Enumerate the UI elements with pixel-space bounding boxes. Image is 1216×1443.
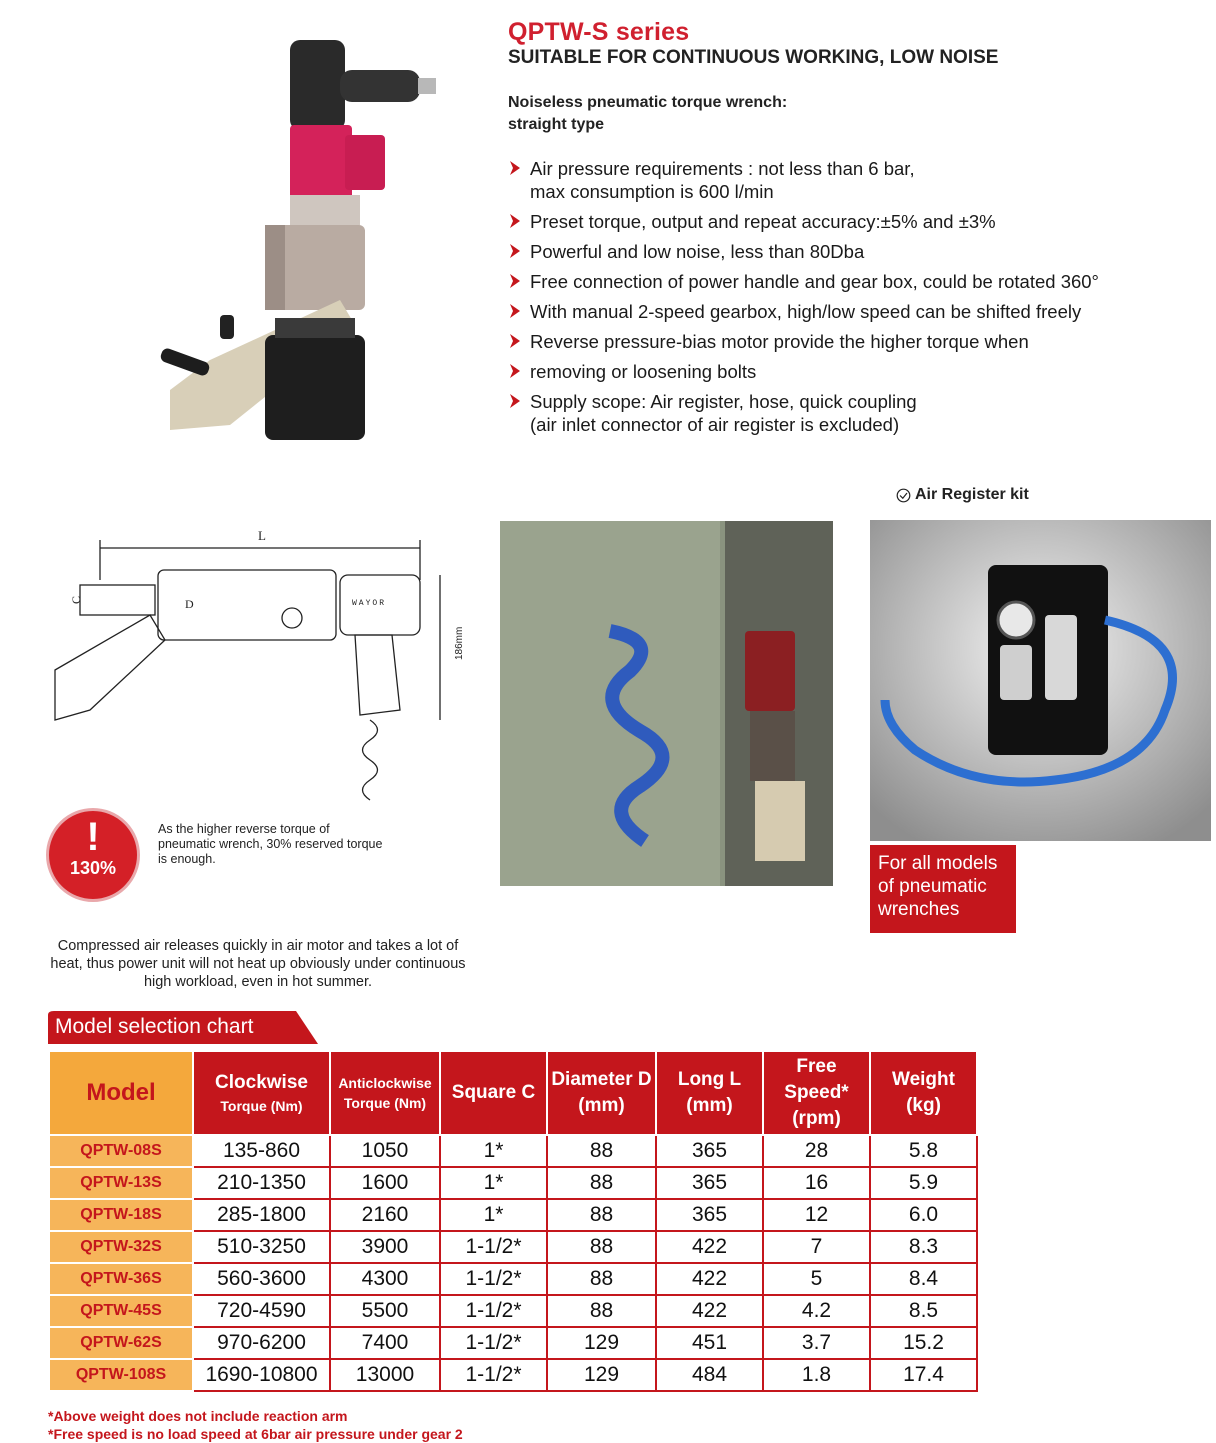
cell-w: 8.4 <box>870 1263 977 1295</box>
header-diameter: Diameter D (mm) <box>547 1051 656 1135</box>
check-circle-icon <box>896 488 911 503</box>
cell-l: 451 <box>656 1327 763 1359</box>
feature-item <box>508 240 1208 263</box>
series-title: QPTW-S series <box>508 18 690 46</box>
cell-w: 8.3 <box>870 1231 977 1263</box>
cell-sq: 1-1/2* <box>440 1295 547 1327</box>
cell-acw: 1050 <box>330 1135 440 1167</box>
cell-acw: 4300 <box>330 1263 440 1295</box>
feature-item <box>508 300 1208 323</box>
table-row <box>49 1135 977 1167</box>
header-long: Long L (mm) <box>656 1051 763 1135</box>
cell-cw: 720-4590 <box>193 1295 330 1327</box>
brand-mark: WAYOR <box>352 599 387 608</box>
label-d: D <box>185 597 194 611</box>
motor-housing <box>290 125 352 200</box>
cell-d: 129 <box>547 1327 656 1359</box>
cell-model: QPTW-45S <box>49 1295 193 1327</box>
reaction-knob <box>159 347 211 377</box>
cell-l: 422 <box>656 1231 763 1263</box>
cell-sq: 1-1/2* <box>440 1263 547 1295</box>
chevron-right-icon <box>508 362 522 380</box>
cell-sq: 1-1/2* <box>440 1231 547 1263</box>
model-selection-table <box>48 1050 978 1392</box>
table-row <box>49 1199 977 1231</box>
cell-model: QPTW-13S <box>49 1167 193 1199</box>
cell-l: 422 <box>656 1263 763 1295</box>
table-row <box>49 1167 977 1199</box>
feature-item <box>508 157 1208 203</box>
cell-d: 88 <box>547 1135 656 1167</box>
table-header-row <box>49 1051 977 1135</box>
chevron-right-icon <box>508 159 522 177</box>
cell-acw: 2160 <box>330 1199 440 1231</box>
cell-speed: 28 <box>763 1135 870 1167</box>
lubricator-bowl <box>1045 615 1077 700</box>
reaction-arm-in-use <box>755 781 805 861</box>
cell-acw: 5500 <box>330 1295 440 1327</box>
chevron-right-icon <box>508 242 522 260</box>
cell-w: 5.8 <box>870 1135 977 1167</box>
cell-sq: 1* <box>440 1199 547 1231</box>
cell-l: 365 <box>656 1199 763 1231</box>
feature-line-1: removing or loosening bolts <box>530 361 757 382</box>
cell-model: QPTW-108S <box>49 1359 193 1391</box>
warning-badge <box>46 808 140 902</box>
cell-model: QPTW-36S <box>49 1263 193 1295</box>
pressure-gauge <box>998 602 1034 638</box>
cell-d: 129 <box>547 1359 656 1391</box>
cell-acw: 7400 <box>330 1327 440 1359</box>
cell-sq: 1-1/2* <box>440 1359 547 1391</box>
cell-w: 8.5 <box>870 1295 977 1327</box>
cell-speed: 4.2 <box>763 1295 870 1327</box>
cell-cw: 970-6200 <box>193 1327 330 1359</box>
table-row <box>49 1359 977 1391</box>
cell-w: 15.2 <box>870 1327 977 1359</box>
filter-bowl <box>1000 645 1032 700</box>
dimension-drawing <box>40 520 480 810</box>
feature-list <box>508 157 1208 443</box>
cell-w: 17.4 <box>870 1359 977 1391</box>
motor-side <box>345 135 385 190</box>
feature-line-1: Powerful and low noise, less than 80Dba <box>530 241 865 262</box>
description-line-2: straight type <box>508 116 605 133</box>
feature-line-1: Free connection of power handle and gear box, could be rotated 360° <box>530 271 1099 292</box>
cell-d: 88 <box>547 1231 656 1263</box>
torque-wrench-photo <box>150 30 470 450</box>
cell-w: 6.0 <box>870 1199 977 1231</box>
cell-acw: 13000 <box>330 1359 440 1391</box>
cell-d: 88 <box>547 1199 656 1231</box>
air-register-text: Air Register kit <box>915 486 1029 503</box>
feature-line-1: Air pressure requirements : not less than 6 bar, <box>530 158 915 179</box>
label-l: L <box>258 528 266 543</box>
chevron-right-icon <box>508 302 522 320</box>
feature-item <box>508 270 1208 293</box>
cell-d: 88 <box>547 1263 656 1295</box>
footnote-speed: *Free speed is no load speed at 6bar air pressure under gear 2 <box>48 1426 463 1442</box>
chevron-right-icon <box>508 332 522 350</box>
header-square: Square C <box>440 1051 547 1135</box>
cell-speed: 3.7 <box>763 1327 870 1359</box>
header-weight: Weight (kg) <box>870 1051 977 1135</box>
clamp-knob <box>220 315 234 339</box>
cell-speed: 5 <box>763 1263 870 1295</box>
cell-l: 422 <box>656 1295 763 1327</box>
cell-speed: 1.8 <box>763 1359 870 1391</box>
cell-sq: 1-1/2* <box>440 1327 547 1359</box>
air-inlet <box>418 78 436 94</box>
header-model: Model <box>49 1051 193 1135</box>
cell-sq: 1* <box>440 1167 547 1199</box>
cell-d: 88 <box>547 1167 656 1199</box>
cell-cw: 560-3600 <box>193 1263 330 1295</box>
cell-acw: 3900 <box>330 1231 440 1263</box>
label-c: C <box>69 595 83 604</box>
cell-d: 88 <box>547 1295 656 1327</box>
wrench-handle <box>290 40 345 130</box>
cell-acw: 1600 <box>330 1167 440 1199</box>
feature-item <box>508 390 1208 436</box>
header-clockwise: Clockwise Torque (Nm) <box>193 1051 330 1135</box>
cell-speed: 12 <box>763 1199 870 1231</box>
feature-line-1: Preset torque, output and repeat accuracy:±5% and ±3% <box>530 211 996 232</box>
cell-cw: 135-860 <box>193 1135 330 1167</box>
cell-sq: 1* <box>440 1135 547 1167</box>
cell-model: QPTW-18S <box>49 1199 193 1231</box>
cell-speed: 16 <box>763 1167 870 1199</box>
chevron-right-icon <box>508 392 522 410</box>
description-line-1: Noiseless pneumatic torque wrench: <box>508 94 788 111</box>
footnote-weight: *Above weight does not include reaction arm <box>48 1408 348 1424</box>
heat-note: Compressed air releases quickly in air motor and takes a lot of heat, thus power unit will not heat up obviously under continuous high workload, even in hot summer. <box>50 938 466 990</box>
table-row <box>49 1327 977 1359</box>
cell-cw: 210-1350 <box>193 1167 330 1199</box>
exclamation-icon: ! <box>86 815 100 859</box>
table-row <box>49 1231 977 1263</box>
air-register-photo <box>870 520 1211 841</box>
chevron-right-icon <box>508 212 522 230</box>
feature-item <box>508 210 1208 233</box>
warning-percent: 130% <box>69 858 117 878</box>
cell-l: 365 <box>656 1167 763 1199</box>
chart-title: Model selection chart <box>55 1015 254 1038</box>
product-description <box>508 92 787 136</box>
header-anticlockwise: Anticlockwise Torque (Nm) <box>330 1051 440 1135</box>
cell-cw: 285-1800 <box>193 1199 330 1231</box>
chevron-right-icon <box>508 272 522 290</box>
header-free-speed: Free Speed* (rpm) <box>763 1051 870 1135</box>
feature-line-1: Reverse pressure-bias motor provide the higher torque when <box>530 331 1029 352</box>
height-label: 186mm <box>454 626 465 660</box>
feature-line-1: Supply scope: Air register, hose, quick coupling <box>530 391 917 412</box>
cell-cw: 1690-10800 <box>193 1359 330 1391</box>
socket <box>265 335 365 440</box>
cell-model: QPTW-62S <box>49 1327 193 1359</box>
cell-speed: 7 <box>763 1231 870 1263</box>
cell-l: 484 <box>656 1359 763 1391</box>
cell-model: QPTW-08S <box>49 1135 193 1167</box>
feature-line-2: (air inlet connector of air register is excluded) <box>530 414 900 435</box>
cell-w: 5.9 <box>870 1167 977 1199</box>
air-register-label <box>896 486 1029 504</box>
feature-item <box>508 330 1208 353</box>
feature-line-1: With manual 2-speed gearbox, high/low speed can be shifted freely <box>530 301 1082 322</box>
cell-cw: 510-3250 <box>193 1231 330 1263</box>
table-row <box>49 1295 977 1327</box>
feature-item <box>508 360 1208 383</box>
series-subtitle: SUITABLE FOR CONTINUOUS WORKING, LOW NOISE <box>508 47 999 68</box>
air-register-note: For all models of pneumatic wrenches <box>870 845 1016 933</box>
wrench-grip <box>340 70 420 102</box>
collar <box>290 195 360 225</box>
usage-photo <box>500 521 833 886</box>
wrench-in-use <box>745 631 795 711</box>
air-hose-drawing <box>363 720 378 800</box>
warning-text: As the higher reverse torque of pneumatic wrench, 30% reserved torque is enough. <box>158 822 383 866</box>
table-row <box>49 1263 977 1295</box>
feature-line-2: max consumption is 600 l/min <box>530 181 774 202</box>
cell-l: 365 <box>656 1135 763 1167</box>
cell-model: QPTW-32S <box>49 1231 193 1263</box>
